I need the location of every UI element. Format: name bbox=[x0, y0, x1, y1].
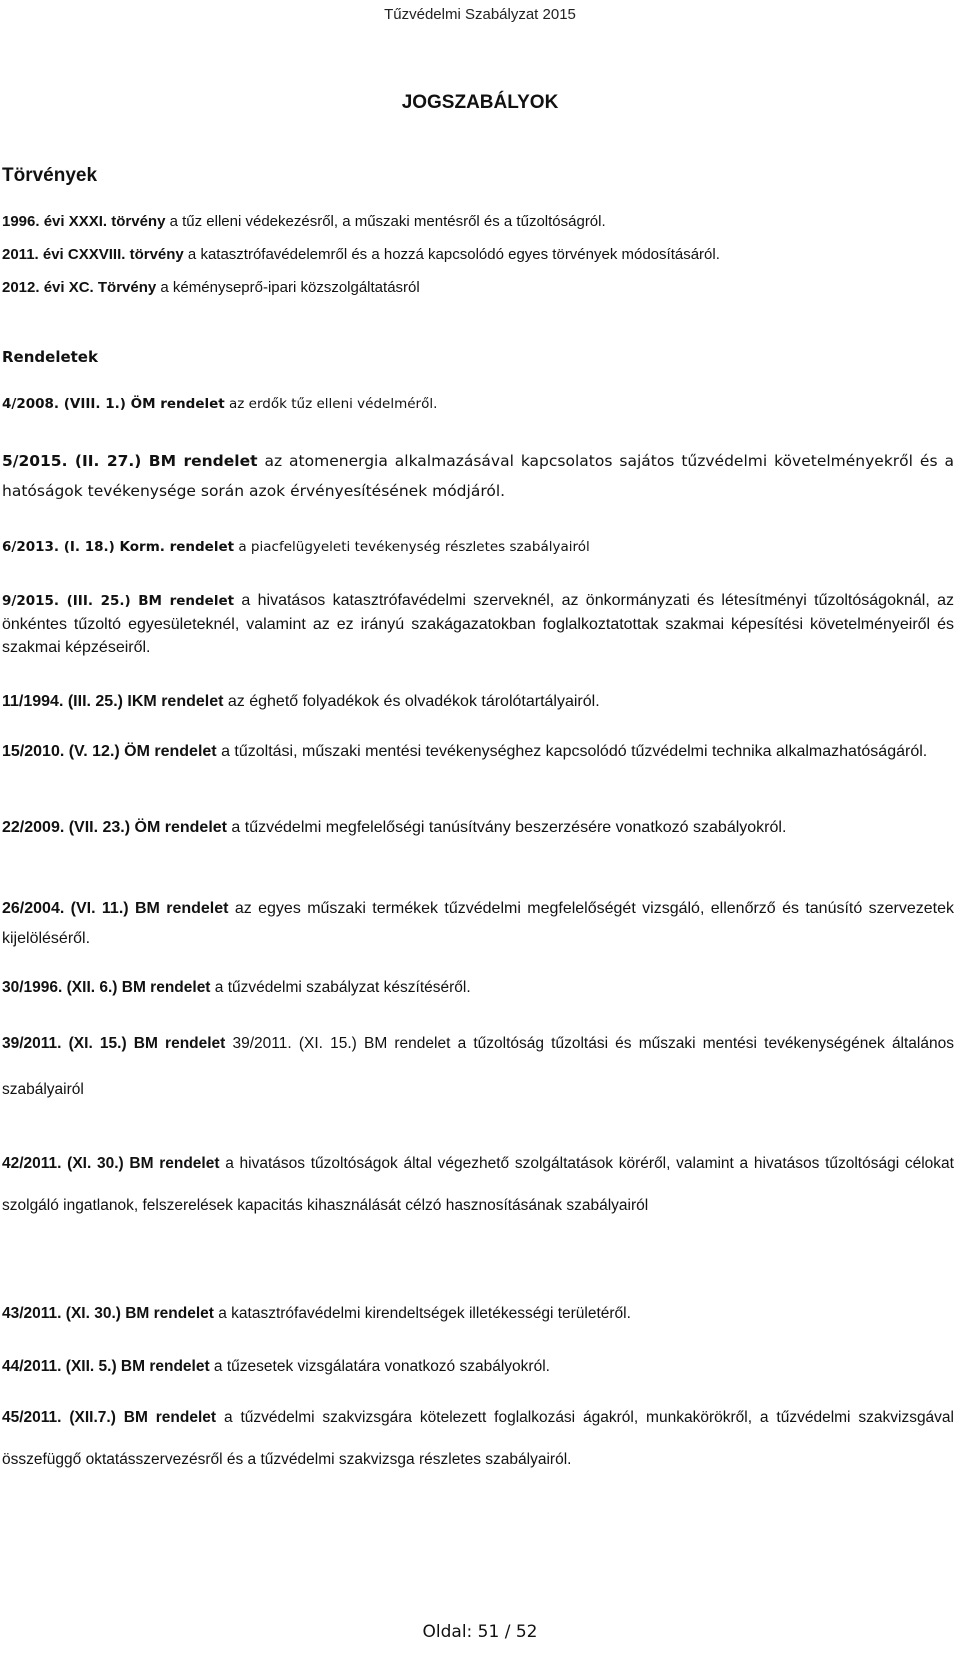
laws-heading: Törvények bbox=[2, 165, 98, 186]
regulation-item bbox=[2, 690, 954, 713]
regulation-text: a tűzvédelmi szabályzat készítéséről. bbox=[210, 979, 471, 996]
regulation-item bbox=[2, 1021, 954, 1113]
law-item bbox=[2, 278, 954, 298]
regulation-text: a tűzvédelmi megfelelőségi tanúsítvány beszerzésére vonatkozó szabályokról. bbox=[226, 819, 787, 836]
regulation-ref: 4/2008. (VIII. 1.) ÖM rendelet bbox=[2, 396, 225, 412]
regulation-item bbox=[2, 978, 954, 998]
law-ref: 2011. évi CXXVIII. törvény bbox=[2, 246, 184, 263]
regulation-text: a tűzoltási, műszaki mentési tevékenységhez kapcsolódó tűzvédelmi technika alkalmazhatóságáról. bbox=[216, 743, 928, 760]
law-item bbox=[2, 245, 954, 265]
regulation-text: a katasztrófavédelmi kirendeltségek illetékességi területéről. bbox=[213, 1305, 631, 1322]
regulations-heading: Rendeletek bbox=[2, 348, 98, 366]
regulation-item bbox=[2, 894, 954, 954]
regulation-ref: 11/1994. (III. 25.) IKM rendelet bbox=[2, 693, 224, 710]
regulation-ref: 42/2011. (XI. 30.) BM rendelet bbox=[2, 1155, 220, 1172]
law-text: a katasztrófavédelemről és a hozzá kapcsolódó egyes törvények módosításáról. bbox=[183, 246, 720, 263]
regulation-item bbox=[2, 537, 954, 557]
regulation-text: a hivatásos tűzoltóságok által végezhető szolgáltatások köréről, valamint a hivatásos tűzoltósági célokat szolgáló ingatlanok, felszerelések kapacitás kihasználását célzó hasznosításának szabályairól bbox=[2, 1155, 954, 1214]
regulation-text: az éghető folyadékok és olvadékok tárolótartályairól. bbox=[223, 693, 600, 710]
regulation-item bbox=[2, 589, 954, 659]
law-item bbox=[2, 212, 954, 232]
regulation-item bbox=[2, 1397, 954, 1481]
regulation-ref: 39/2011. (XI. 15.) BM rendelet bbox=[2, 1035, 226, 1052]
regulation-item bbox=[2, 1143, 954, 1227]
regulation-ref: 5/2015. (II. 27.) BM rendelet bbox=[2, 452, 258, 470]
law-text: a tűz elleni védekezésről, a műszaki mentésről és a tűzoltóságról. bbox=[165, 213, 606, 230]
regulation-text: a hivatásos katasztrófavédelmi szerveknél, az önkormányzati és létesítményi tűzoltóságoknál, az önkéntes tűzoltó egyesületeknél, valamint az ez irányú szakágazatokban foglalkoztatottak szakmai képesítési követelményeiről és szakmai képzéseiről. bbox=[2, 592, 955, 656]
regulation-item bbox=[2, 1357, 954, 1377]
regulation-item bbox=[2, 394, 954, 414]
regulation-text: az erdők tűz elleni védelméről. bbox=[224, 396, 438, 412]
regulation-ref: 30/1996. (XII. 6.) BM rendelet bbox=[2, 979, 211, 996]
regulation-item bbox=[2, 813, 954, 843]
regulation-item bbox=[2, 1304, 954, 1324]
regulation-ref: 44/2011. (XII. 5.) BM rendelet bbox=[2, 1358, 210, 1375]
regulation-text: a tűzvédelmi szakvizsgára kötelezett foglalkozási ágakról, munkakörökről, a tűzvédelmi szakvizsgával összefüggő oktatásszervezésről és a tűzvédelmi szakvizsga részletes szabályairól. bbox=[2, 1409, 954, 1468]
law-text: a kéményseprő-ipari közszolgáltatásról bbox=[156, 279, 420, 296]
regulation-text: a tűzesetek vizsgálatára vonatkozó szabályokról. bbox=[209, 1358, 550, 1375]
regulation-ref: 22/2009. (VII. 23.) ÖM rendelet bbox=[2, 819, 227, 836]
law-ref: 1996. évi XXXI. törvény bbox=[2, 213, 166, 230]
regulation-ref: 6/2013. (I. 18.) Korm. rendelet bbox=[2, 539, 235, 555]
page-header: Tűzvédelmi Szabályzat 2015 bbox=[384, 6, 576, 23]
regulation-text: 39/2011. (XI. 15.) BM rendelet a tűzoltóság tűzoltási és műszaki mentési tevékenységének általános szabályairól bbox=[2, 1035, 954, 1098]
page-title: JOGSZABÁLYOK bbox=[401, 92, 559, 113]
regulation-text: az atomenergia alkalmazásával kapcsolatos sajátos tűzvédelmi követelményekről és a hatóságok tevékenysége során azok érvényesítésének módjáról. bbox=[2, 452, 954, 500]
regulation-item bbox=[2, 737, 954, 767]
regulation-ref: 45/2011. (XII.7.) BM rendelet bbox=[2, 1409, 217, 1426]
regulation-text: az egyes műszaki termékek tűzvédelmi megfelelőségét vizsgáló, ellenőrző és tanúsító szervezetek kijelöléséről. bbox=[2, 900, 955, 947]
regulation-text: a piacfelügyeleti tevékenység részletes szabályairól bbox=[234, 539, 590, 555]
regulation-ref: 15/2010. (V. 12.) ÖM rendelet bbox=[2, 743, 217, 760]
regulation-ref: 9/2015. (III. 25.) BM rendelet bbox=[2, 593, 235, 609]
regulation-ref: 43/2011. (XI. 30.) BM rendelet bbox=[2, 1305, 214, 1322]
regulation-item bbox=[2, 446, 954, 506]
regulation-ref: 26/2004. (VI. 11.) BM rendelet bbox=[2, 900, 229, 917]
page-footer: Oldal: 51 / 52 bbox=[422, 1622, 538, 1642]
law-ref: 2012. évi XC. Törvény bbox=[2, 279, 157, 296]
